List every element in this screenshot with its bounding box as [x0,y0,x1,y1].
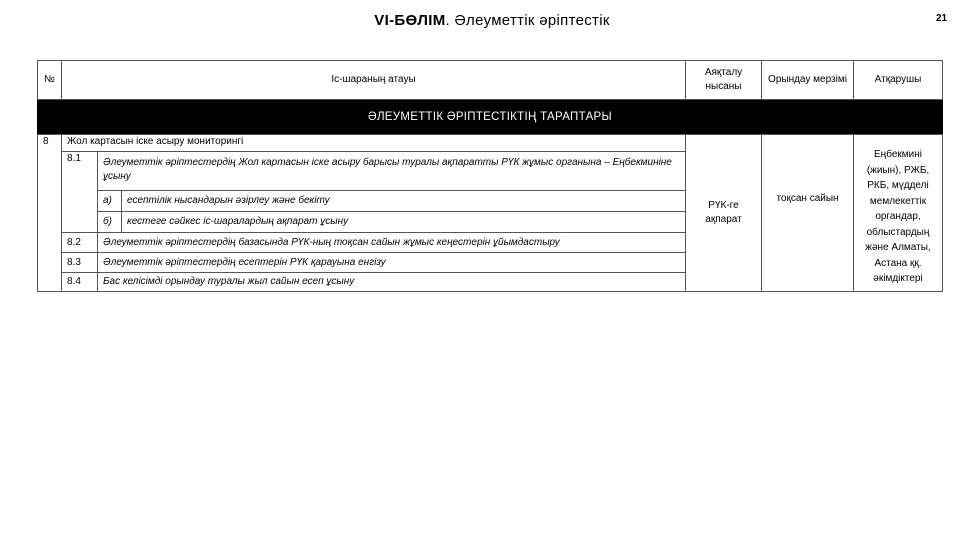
page-title [0,12,960,29]
sub-text-8-2: Әлеуметтік әріптестердің базасында РҮК-ның тоқсан сайын жұмыс кеңестерін ұйымдастыру [97,232,686,253]
sub-number-8-3: 8.3 [61,252,98,273]
sub-text-8-1: Әлеуметтік әріптестердің Жол картасын іске асыру барысы туралы ақпаратты РҮК жұмыс органына – Еңбекминіне ұсыну [97,151,686,191]
completion-form-cell: РҮК-ге ақпарат [685,134,762,292]
plan-table [37,60,943,292]
header-term: Орындау мерзімі [761,60,854,100]
executor-cell: Еңбекмині (жиын), РЖБ, РКБ, мүдделі мемлекеттік органдар, облыстардың және Алматы, Астана ққ. әкімдіктері [853,134,943,292]
sub-number-8-2: 8.2 [61,232,98,253]
sub-text-b: кестеге сәйкес іс-шаралардың ақпарат ұсыну [121,211,686,233]
section-number: VI-БӨЛІМ [374,12,446,29]
sub-number-8-4: 8.4 [61,272,98,292]
sub-letter-a: а) [97,190,122,212]
sub-text-a: есептілік нысандарын әзірлеу және бекіту [121,190,686,212]
header-executor: Атқарушы [853,60,943,100]
sub-text-8-3: Әлеуметтік әріптестердің есептерін РҮК қарауына енгізу [97,252,686,273]
header-name: Іс-шараның атауы [61,60,686,100]
execution-term-cell: тоқсан сайын [761,134,854,292]
header-number: № [37,60,62,100]
row-number: 8 [37,134,62,292]
sub-letter-b: б) [97,211,122,233]
section-title: . Әлеуметтік әріптестік [445,12,610,29]
section-bar: ӘЛЕУМЕТТІК ӘРІПТЕСТІКТІҢ ТАРАПТАРЫ [37,100,943,134]
page-number: 21 [936,13,948,24]
header-form: Аяқталу нысаны [685,60,762,100]
row-title: Жол картасын іске асыру мониторингі [61,134,686,152]
sub-text-8-4: Бас келісімді орындау туралы жыл сайын есеп ұсыну [97,272,686,292]
sub-number-8-1: 8.1 [61,151,98,233]
